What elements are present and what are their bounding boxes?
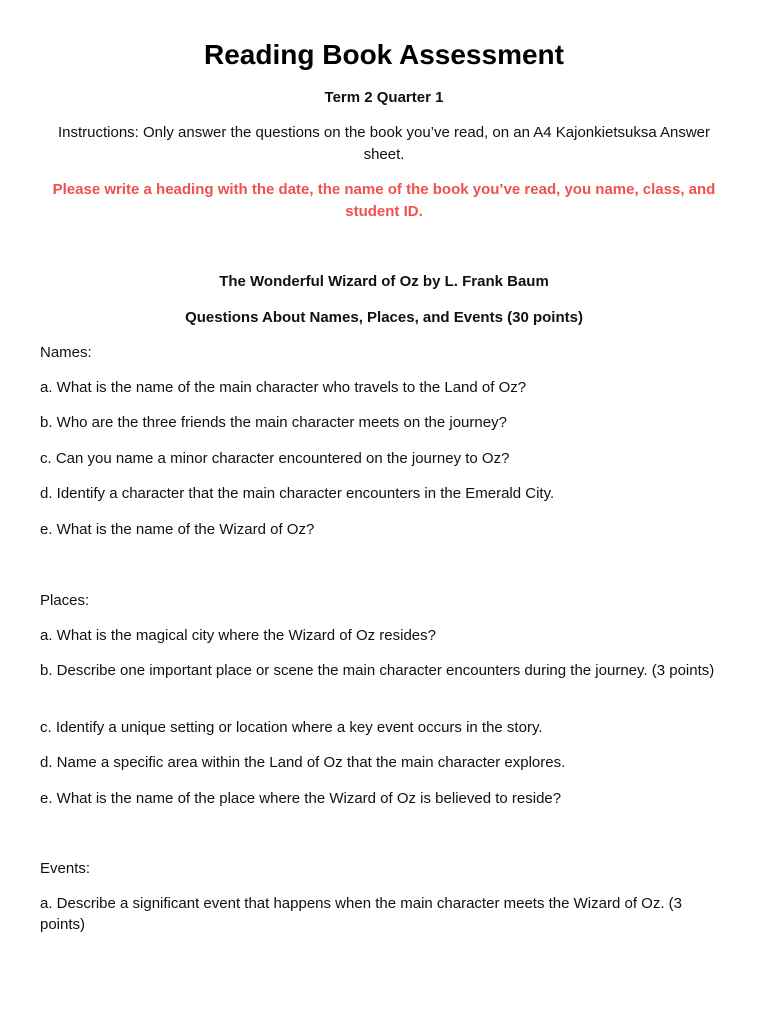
names-question-e: e. What is the name of the Wizard of Oz? — [40, 521, 315, 538]
heading-note: Please write a heading with the date, the name of the book you’ve read, you name, class, and student ID. — [52, 181, 716, 220]
names-question-a: a. What is the name of the main character who travels to the Land of Oz? — [40, 379, 527, 396]
term-label: Term 2 Quarter 1 — [324, 89, 444, 106]
names-question-d: d. Identify a character that the main character encounters in the Emerald City. — [40, 485, 555, 502]
book-title: The Wonderful Wizard of Oz by L. Frank Baum — [219, 273, 549, 290]
places-question-e: e. What is the name of the place where the Wizard of Oz is believed to reside? — [40, 790, 562, 807]
instructions-text: Instructions: Only answer the questions on the book you’ve read, on an A4 Kajonkietsuksa Answer sheet. — [57, 124, 711, 163]
places-label: Places: — [40, 592, 90, 609]
page-title: Reading Book Assessment — [204, 39, 564, 70]
places-question-b: b. Describe one important place or scene the main character encounters during the journey. (3 points) — [40, 662, 715, 679]
names-label: Names: — [40, 344, 92, 361]
places-question-c: c. Identify a unique setting or location where a key event occurs in the story. — [40, 719, 543, 736]
section-title: Questions About Names, Places, and Events (30 points) — [185, 309, 583, 326]
places-question-d: d. Name a specific area within the Land of Oz that the main character explores. — [40, 754, 566, 771]
places-question-a: a. What is the magical city where the Wizard of Oz resides? — [40, 627, 436, 644]
names-question-c: c. Can you name a minor character encountered on the journey to Oz? — [40, 450, 510, 467]
names-question-b: b. Who are the three friends the main character meets on the journey? — [40, 414, 507, 431]
events-question-a: a. Describe a significant event that happens when the main character meets the Wizard of Oz. (3 points) — [40, 895, 682, 933]
events-label: Events: — [40, 860, 91, 877]
